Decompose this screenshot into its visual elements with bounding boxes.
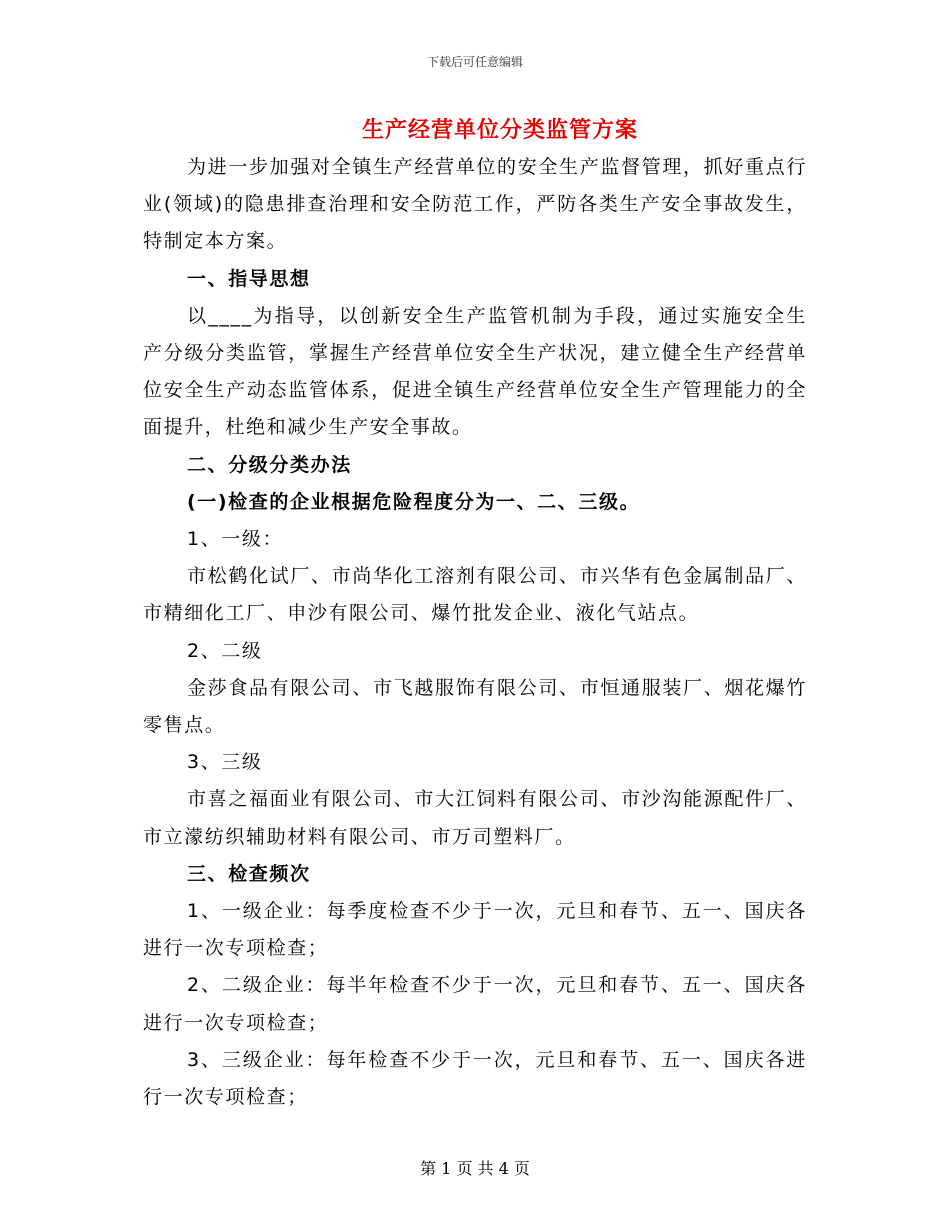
section-heading-3: 三、检查频次 xyxy=(187,862,311,885)
intro-paragraph: 为进一步加强对全镇生产经营单位的安全生产监督管理，抓好重点行业(领域)的隐患排查治理和安全防范工作，严防各类生产安全事故发生，特制定本方案。 xyxy=(143,156,807,253)
section-heading-1: 一、指导思想 xyxy=(187,267,311,290)
guiding-paragraph: 以____为指导，以创新安全生产监管机制为手段，通过实施安全生产分级分类监管，掌握生产经营单位安全生产状况，建立健全生产经营单位安全生产动态监管体系，促进全镇生产经营单位安全生产管理能力的全面提升，杜绝和减少生产安全事故。 xyxy=(143,304,807,439)
page-number: 第 1 页 共 4 页 xyxy=(420,1159,530,1178)
level-3-label: 3、三级 xyxy=(187,751,263,774)
header-note: 下载后可任意编辑 xyxy=(426,55,523,69)
level-2-list: 金莎食品有限公司、市飞越服饰有限公司、市恒通服装厂、烟花爆竹零售点。 xyxy=(143,676,807,737)
frequency-item-3: 3、三级企业：每年检查不少于一次，元旦和春节、五一、国庆各进行一次专项检查； xyxy=(143,1048,807,1109)
level-3-list: 市喜之福面业有限公司、市大江饲料有限公司、市沙沟能源配件厂、市立濛纺织辅助材料有限公司、市万司塑料厂。 xyxy=(143,788,807,848)
frequency-item-1: 1、一级企业：每季度检查不少于一次，元旦和春节、五一、国庆各进行一次专项检查； xyxy=(143,900,807,960)
level-2-label: 2、二级 xyxy=(187,639,263,662)
document-body xyxy=(143,149,807,1116)
document-title: 生产经营单位分类监管方案 xyxy=(361,118,638,143)
section-heading-2: 二、分级分类办法 xyxy=(187,453,352,476)
level-1-list: 市松鹤化试厂、市尚华化工溶剂有限公司、市兴华有色金属制品厂、市精细化工厂、申沙有限公司、爆竹批发企业、液化气站点。 xyxy=(143,565,807,625)
frequency-item-2: 2、二级企业：每半年检查不少于一次，元旦和春节、五一、国庆各进行一次专项检查； xyxy=(143,974,807,1034)
subsection-heading: (一)检查的企业根据危险程度分为一、二、三级。 xyxy=(187,490,641,513)
level-1-label: 1、一级： xyxy=(187,528,284,551)
